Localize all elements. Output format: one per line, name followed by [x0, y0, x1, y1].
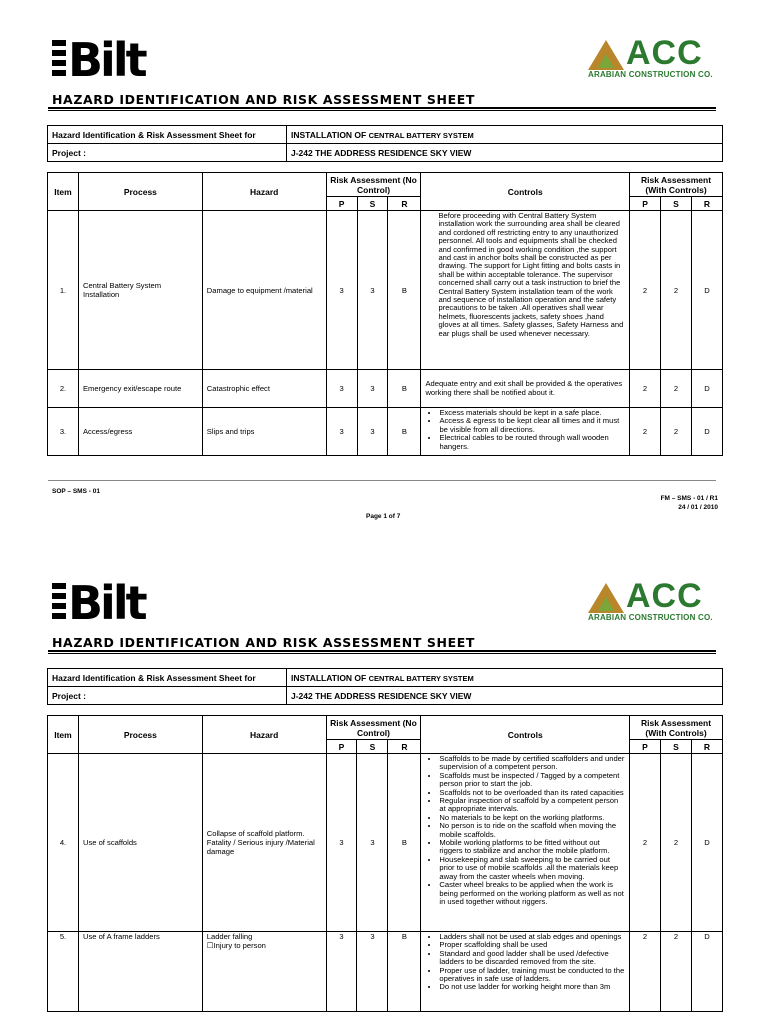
col-controls: Controls	[421, 716, 630, 754]
controls-list: • Scaffolds to be made by certified scaffolders and under supervision of a competent person. • Scaffolds must be inspected / Tagged by a competent person prior to start the job. • Scaffolds not to be overloaded than its rated capacities • Regular inspection of scaffold by a competent person at appropriate intervals. • No materials to be kept on the working platforms. • No person is to ride on the scaffold when moving the mobile scaffolds. • Mobile working platforms to be fitted without out riggers to stabilize and anchor the mobile platform. • Housekeeping and slab sweeping to be carried out prior to use of mobile scaffolds .all the materials keep away from the caster wheels when moving. • Caster wheel breaks to be applied when the work is being performed on the working platform as well as not in used together without riggers.	[421, 754, 630, 932]
table-row: 3. Access/egress Slips and trips 3 3 B • Excess materials should be kept in a safe place. • Access & egress to be kept clear all times and it must be visible from all directions. • Electrical cables to be routed through wall wooden hangers. 2 2 D	[48, 408, 723, 456]
col-process: Process	[78, 173, 202, 211]
col-item: Item	[48, 173, 79, 211]
table-row: 5. Use of A frame ladders Ladder falling ☐Injury to person 3 3 B • Ladders shall not be used at slab edges and openings • Proper scaffolding shall be used • Standard and good ladder shall be used /defective ladders to be discarded removed from the site. • Proper use of ladder, training must be conducted to the operatives in safe use of ladders. • Do not use ladder for working height more than 3m 2 2 D	[48, 932, 723, 1012]
acc-logo: ACC ARABIAN CONSTRUCTION CO.	[588, 34, 713, 79]
controls-list: • Excess materials should be kept in a safe place. • Access & egress to be kept clear all times and it must be visible from all directions. • Electrical cables to be routed through wall wooden hangers.	[421, 408, 630, 456]
controls-text: Before proceeding with Central Battery System installation work the surrounding area shall be cleared and cordoned off restricting entry to any unauthorized personnel. All tools and equipments shall be checked and confirmed in good working condition ,the support and cast in anchor bolts shall be constructed as per drawing. The support for Light fitting and bolts casts in shall be within acceptable tolerance. The supervisor concerned shall carry out a task instruction to brief the Central Battery System installation team of the work and sequence of installation operation and the safety precautions to be taken .All operatives shall wear helmets, fluorescents jackets, safety shoes ,hand gloves at all times. Safety glasses, Safety Harness and ear plugs shall be used whenever necessary.	[421, 211, 630, 370]
col-r2: R	[691, 740, 722, 754]
meta-table	[47, 668, 723, 705]
col-s: S	[357, 740, 388, 754]
col-p: P	[326, 197, 357, 211]
project-label: Project :	[48, 144, 287, 162]
page-number: Page 1 of 7	[366, 513, 401, 520]
col-p2: P	[630, 197, 661, 211]
bilt-logo: Bilt	[52, 37, 145, 83]
risk-table	[47, 715, 723, 1012]
bilt-logo: Bilt	[52, 580, 145, 626]
col-ra-with-controls: Risk Assessment (With Controls)	[630, 716, 723, 740]
acc-logo: ACC ARABIAN CONSTRUCTION CO.	[588, 577, 713, 622]
table-row: 2. Emergency exit/escape route Catastrophic effect 3 3 B Adequate entry and exit shall be provided & the operatives working there shall be notified about it. 2 2 D	[48, 370, 723, 408]
page-2	[0, 543, 768, 1024]
col-r: R	[388, 740, 421, 754]
table-row: 1. Central Battery System Installation Damage to equipment /material 3 3 B Before proceeding with Central Battery System installation work the surrounding area shall be cleared and cordoned off restricting entry to any unauthorized personnel. All tools and equipments shall be checked and confirmed in good working condition ,the support and cast in anchor bolts shall be constructed as per drawing. The support for Light fitting and bolts casts in shall be within acceptable tolerance. The supervisor concerned shall carry out a task instruction to brief the Central Battery System installation team of the work and sequence of installation operation and the safety precautions to be taken .All operatives shall wear helmets, fluorescents jackets, safety shoes ,hand gloves at all times. Safety glasses, Safety Harness and ear plugs shall be used whenever necessary. 2 2 D	[48, 211, 723, 370]
project-label: Project :	[48, 687, 287, 705]
footer-rule	[48, 480, 716, 482]
sheet-title: HAZARD IDENTIFICATION AND RISK ASSESSMENT SHEET	[52, 92, 475, 107]
sheet-for-value: INSTALLATION OF CENTRAL BATTERY SYSTEM	[287, 126, 723, 144]
col-p2: P	[630, 740, 661, 754]
col-r: R	[388, 197, 421, 211]
controls-text: Adequate entry and exit shall be provided & the operatives working there shall be notified about it.	[421, 370, 630, 408]
col-ra-no-control: Risk Assessment (No Control)	[326, 173, 421, 197]
col-process: Process	[78, 716, 202, 754]
col-hazard: Hazard	[202, 173, 326, 211]
col-ra-no-control: Risk Assessment (No Control)	[326, 716, 421, 740]
col-s: S	[357, 197, 388, 211]
col-controls: Controls	[421, 173, 630, 211]
col-r2: R	[691, 197, 722, 211]
col-hazard: Hazard	[202, 716, 326, 754]
footer-right-2: 24 / 01 / 2010	[678, 504, 718, 511]
col-item: Item	[48, 716, 79, 754]
risk-table	[47, 172, 723, 456]
col-p: P	[326, 740, 357, 754]
col-s2: S	[661, 197, 692, 211]
table-row: 4. Use of scaffolds Collapse of scaffold platform. Fatality / Serious injury /Material damage 3 3 B • Scaffolds to be made by certified scaffolders and under supervision of a competent person. • Scaffolds must be inspected / Tagged by a competent person prior to start the job. • Scaffolds not to be overloaded than its rated capacities • Regular inspection of scaffold by a competent person at appropriate intervals. • No materials to be kept on the working platforms. • No person is to ride on the scaffold when moving the mobile scaffolds. • Mobile working platforms to be fitted without out riggers to stabilize and anchor the mobile platform. • Housekeeping and slab sweeping to be carried out prior to use of mobile scaffolds .all the materials keep away from the caster wheels when moving. • Caster wheel breaks to be applied when the work is being performed on the working platform as well as not in used together without riggers. 2 2 D	[48, 754, 723, 932]
meta-table	[47, 125, 723, 162]
project-value: J-242 THE ADDRESS RESIDENCE SKY VIEW	[287, 687, 723, 705]
col-ra-with-controls: Risk Assessment (With Controls)	[630, 173, 723, 197]
sheet-for-label: Hazard Identification & Risk Assessment Sheet for	[48, 126, 287, 144]
footer-right-1: FM – SMS - 01 / R1	[660, 495, 718, 502]
checkbox-icon: ☐	[206, 941, 214, 950]
controls-list: • Ladders shall not be used at slab edges and openings • Proper scaffolding shall be used • Standard and good ladder shall be used /defective ladders to be discarded removed from the site. • Proper use of ladder, training must be conducted to the operatives in safe use of ladders. • Do not use ladder for working height more than 3m	[421, 932, 630, 1012]
col-s2: S	[660, 740, 691, 754]
footer-left: SOP – SMS - 01	[52, 488, 100, 495]
title-rule	[48, 107, 716, 111]
title-rule	[48, 650, 716, 654]
project-value: J-242 THE ADDRESS RESIDENCE SKY VIEW	[287, 144, 723, 162]
sheet-title: HAZARD IDENTIFICATION AND RISK ASSESSMENT SHEET	[52, 635, 475, 650]
sheet-for-value: INSTALLATION OF CENTRAL BATTERY SYSTEM	[287, 669, 723, 687]
sheet-for-label: Hazard Identification & Risk Assessment Sheet for	[48, 669, 287, 687]
